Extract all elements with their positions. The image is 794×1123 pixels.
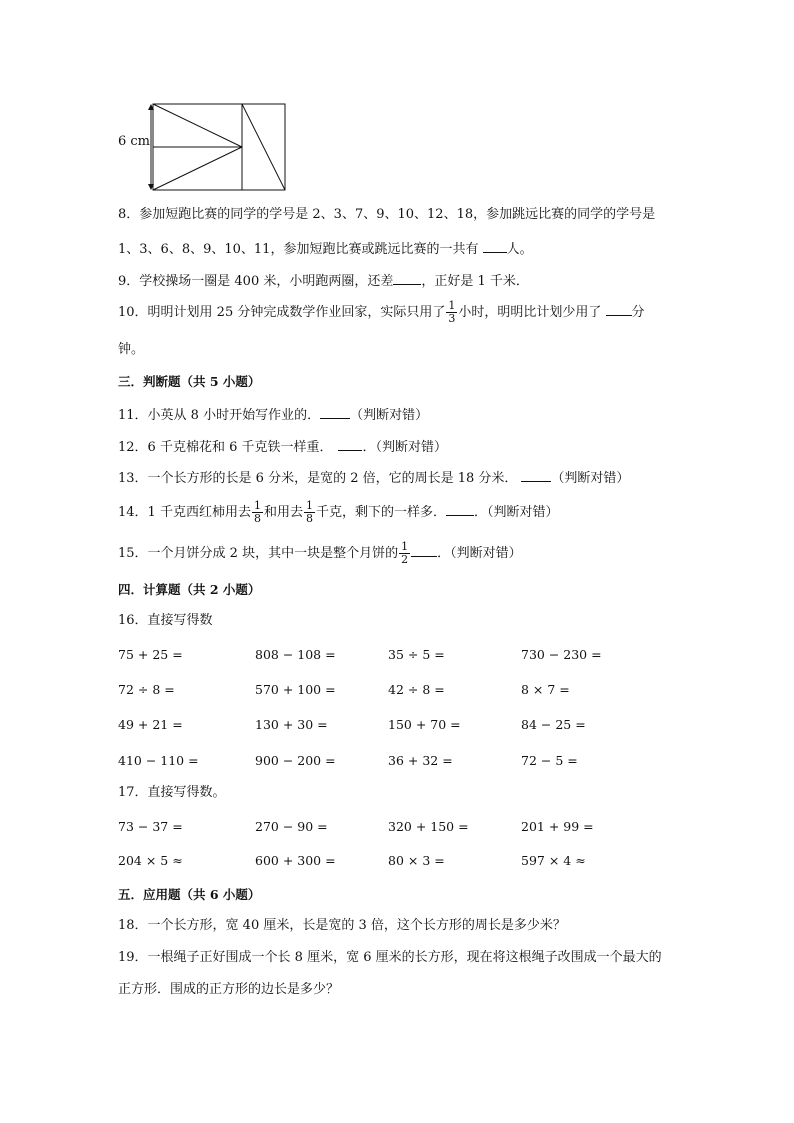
- question-8-text: 1、3、6、8、9、10、11，参加短跑比赛或跳远比赛的一共有: [118, 242, 483, 257]
- calc-item: 730 − 230 =: [521, 647, 602, 662]
- calc-item: 73 − 37 =: [118, 819, 183, 834]
- calc-item: 600 + 300 =: [255, 853, 336, 868]
- question-13: [118, 467, 629, 488]
- question-12-text: 12．6 千克棉花和 6 千克铁一样重．: [118, 440, 333, 455]
- section-4-heading: 四．计算题（共 2 小题）: [118, 582, 261, 597]
- question-12: [118, 436, 447, 457]
- question-14-suffix: ．（判断对错）: [473, 505, 559, 520]
- question-14-middle: 和用去: [263, 505, 303, 520]
- calc-item: 150 + 70 =: [388, 717, 461, 732]
- fraction-one-third: $\frac{1}{3}$: [448, 299, 456, 325]
- diagonal-line: [242, 104, 285, 190]
- calc-item: 410 − 110 =: [118, 753, 199, 768]
- rectangle-triangle-figure: [146, 102, 288, 192]
- section-5-heading: 五．应用题（共 6 小题）: [118, 887, 261, 902]
- question-19-line-1: 19．一根绳子正好围成一个长 8 厘米，宽 6 厘米的长方形，现在将这根绳子改围成一个最大的: [118, 950, 662, 965]
- calc-item: 570 + 100 =: [255, 682, 336, 697]
- calc-item: 72 ÷ 8 =: [118, 682, 175, 697]
- calc-item: 808 − 108 =: [255, 647, 336, 662]
- question-8-suffix: 人。: [506, 242, 533, 257]
- calc-item: 80 × 3 =: [388, 853, 445, 868]
- calc-item: 900 − 200 =: [255, 753, 336, 768]
- answer-blank-10[interactable]: [606, 301, 632, 316]
- question-8-line-1: 8．参加短跑比赛的同学的学号是 2、3、7、9、10、12、18，参加跳远比赛的同学的学号是: [118, 207, 656, 222]
- figure-dimension-label: 6 cm: [118, 134, 151, 149]
- question-14-rest: 千克，剩下的一样多．: [315, 505, 446, 520]
- question-14: [118, 500, 559, 525]
- calc-item: 36 + 32 =: [388, 753, 453, 768]
- calc-item: 130 + 30 =: [255, 717, 328, 732]
- question-10-middle: 小时，明明比计划少用了: [458, 305, 606, 320]
- question-11-text: 11．小英从 8 小时开始写作业的．: [118, 408, 321, 423]
- calc-item: 75 + 25 =: [118, 647, 183, 662]
- triangle-lower-edge: [153, 147, 242, 190]
- triangle-upper-edge: [153, 104, 242, 147]
- question-13-text: 13．一个长方形的长是 6 分米，是宽的 2 倍，它的周长是 18 分米．: [118, 471, 518, 486]
- calc-item: 35 ÷ 5 =: [388, 647, 445, 662]
- question-11-suffix: （判断对错）: [350, 408, 429, 423]
- question-8-line-2: [118, 238, 533, 259]
- question-9: [118, 270, 529, 291]
- calc-item: 8 × 7 =: [521, 682, 570, 697]
- fraction-one-eighth-a: $\frac{1}{8}$: [253, 499, 261, 525]
- section-3-heading: 三．判断题（共 5 小题）: [118, 374, 261, 389]
- answer-blank-13[interactable]: [521, 467, 551, 482]
- question-11: [118, 404, 428, 425]
- question-9-suffix: ，正好是 1 千米．: [421, 274, 529, 289]
- question-16-title: 16．直接写得数: [118, 613, 213, 628]
- fraction-one-half: $\frac{1}{2}$: [401, 540, 409, 566]
- question-15-text: 15．一个月饼分成 2 块，其中一块是整个月饼的: [118, 546, 399, 561]
- question-19-line-2: 正方形．围成的正方形的边长是多少？: [118, 982, 340, 997]
- answer-blank-15[interactable]: [411, 542, 437, 557]
- calc-item: 270 − 90 =: [255, 819, 328, 834]
- calc-item: 204 × 5 ≈: [118, 853, 183, 868]
- calc-item: 84 − 25 =: [521, 717, 586, 732]
- question-12-suffix: ．（判断对错）: [362, 440, 447, 455]
- calc-item: 49 + 21 =: [118, 717, 183, 732]
- calc-item: 201 + 99 =: [521, 819, 594, 834]
- question-9-text: 9．学校操场一圈是 400 米，小明跑两圈，还差: [118, 274, 394, 289]
- question-10-unit: 分: [631, 305, 645, 320]
- calc-item: 597 × 4 ≈: [521, 853, 586, 868]
- calc-item: 320 + 150 =: [388, 819, 469, 834]
- calc-item: 42 ÷ 8 =: [388, 682, 445, 697]
- question-17-title: 17．直接写得数。: [118, 785, 226, 800]
- answer-blank-8[interactable]: [483, 238, 507, 253]
- answer-blank-14[interactable]: [446, 501, 474, 516]
- question-18: 18．一个长方形，宽 40 厘米，长是宽的 3 倍，这个长方形的周长是多少米？: [118, 918, 566, 933]
- question-10-line-1: [118, 300, 645, 325]
- question-10-text: 10．明明计划用 25 分钟完成数学作业回家，实际只用了: [118, 305, 446, 320]
- calc-item: 72 − 5 =: [521, 753, 578, 768]
- answer-blank-11[interactable]: [320, 404, 350, 419]
- question-15: [118, 541, 522, 566]
- answer-blank-12[interactable]: [338, 436, 362, 451]
- fraction-one-eighth-b: $\frac{1}{8}$: [305, 499, 313, 525]
- answer-blank-9[interactable]: [393, 270, 421, 285]
- question-15-suffix: ．（判断对错）: [437, 546, 522, 561]
- question-14-text: 14．1 千克西红柿用去: [118, 505, 251, 520]
- question-13-suffix: （判断对错）: [551, 471, 630, 486]
- question-10-line-2: 钟。: [118, 342, 145, 357]
